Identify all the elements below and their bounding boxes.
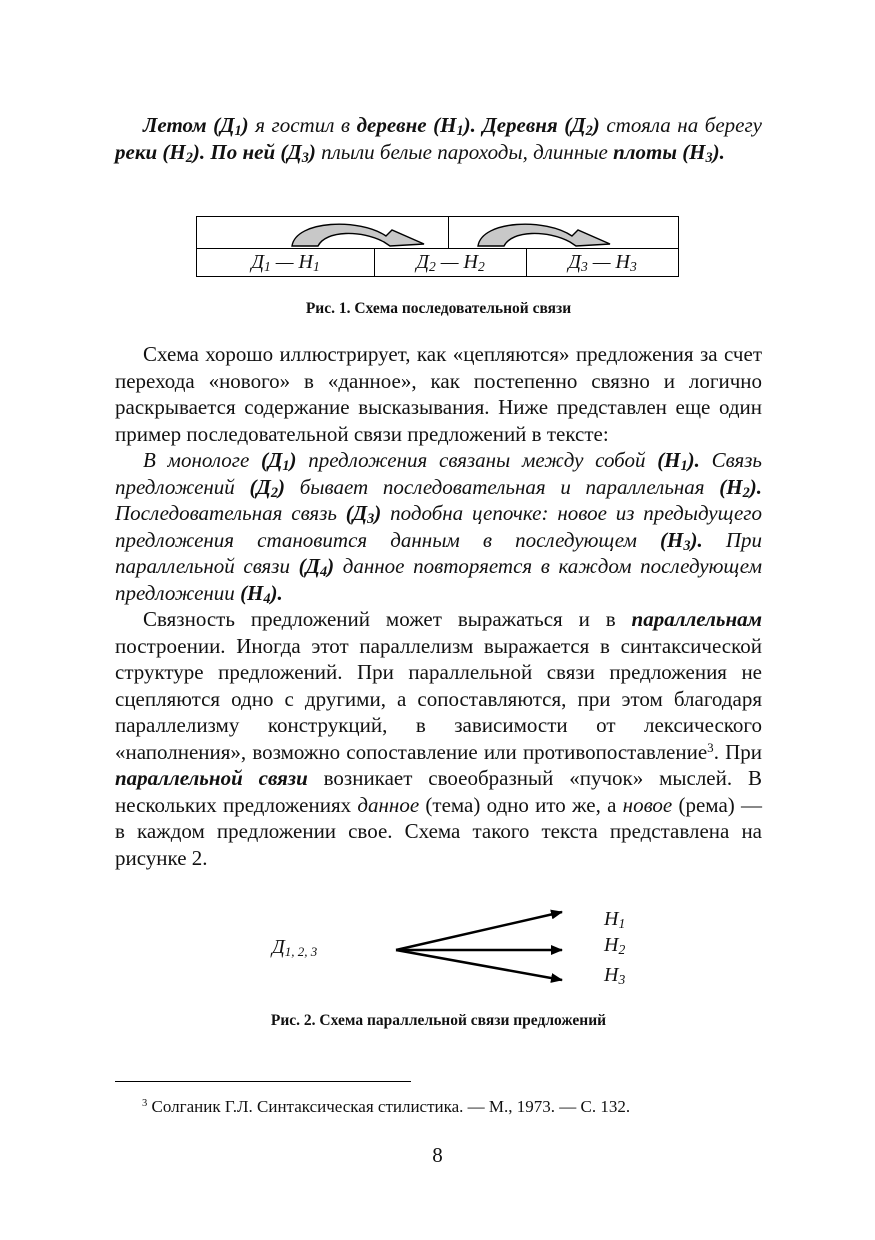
- example-monologue-text: В монологе $(Д_1)$ предложения связаны между собой $(Н_1)$. Связь предложений $(Д_2)$ бывает последовательная и параллельная $(Н_2)$. Последовательная связь $(Д_3)$ подобна цепочке: новое из предыдущего предложения становится данным в последующем $(Н_3)$. При параллельной связи $(Д_4)$ данное повторяется в каждом последующем предложении $(Н_4)$.: [115, 448, 762, 607]
- new-label-2: $Н_2$: [604, 934, 626, 957]
- scheme-cell-2: $Д_2$ — $Н_2$: [375, 249, 527, 277]
- body-text: [115, 341, 762, 871]
- figure-2-caption: Рис. 2. Схема параллельной связи предложений: [270, 1012, 607, 1029]
- arrow-to-n1: [396, 912, 562, 950]
- footnote-divider: [115, 1081, 411, 1082]
- footnote: $^3$ Солганик Г.Л. Синтаксическая стилистика. — М., 1973. — С. 132.: [142, 1097, 631, 1116]
- emphasis-parallel: параллельнам: [631, 607, 762, 631]
- new-label-3: $Н_3$: [604, 964, 626, 987]
- page-number: 8: [432, 1143, 443, 1167]
- paragraph-2: Связность предложений может выражаться и в параллельнам построении. Иногда этот параллелизм выражается в синтаксической структуре предложений. При параллельной связи предложения не сцепляются одно с другими, а сопоставляются, при этом благодаря параллелизму конструкций, в зависимости от лексического «наполнения», возможно сопоставление или противопоставление$^3$. При параллельной связи возникает своеобразный «пучок» мыслей. В нескольких предложениях данное (тема) одно ито же, а новое (рема) — в каждом предложении свое. Схема такого текста представлена на рисунке 2.: [115, 607, 763, 870]
- scheme-cell-1: $Д_1$ — $Н_1$: [197, 249, 375, 277]
- arrow-cell-2: [449, 217, 679, 249]
- emphasis-parallel-link: параллельной связи: [115, 766, 308, 790]
- arrow-cell-1: [197, 217, 449, 249]
- scheme-table: [196, 216, 679, 277]
- footnote-reference[interactable]: 3: [707, 739, 714, 755]
- new-label-1: $Н_1$: [604, 908, 626, 931]
- figure-parallel-scheme: [260, 900, 640, 1000]
- paragraph-1: Схема хорошо иллюстрирует, как «цепляются» предложения за счет перехода «нового» в «данное», как постепенно связно и логично раскрывается содержание высказывания. Ниже представлен еще один пример последовательной связи предложений в тексте:: [115, 342, 762, 446]
- scheme-cell-3: $Д_3$ — $Н_3$: [527, 249, 679, 277]
- arrow-to-n3: [396, 950, 562, 980]
- given-label: $Д_{1, 2, 3}$: [272, 936, 318, 959]
- figure-sequential-scheme: [196, 216, 678, 276]
- figure-1-caption: Рис. 1. Схема последовательной связи: [305, 300, 572, 317]
- example-sequential-text: Летом $(Д_1)$ я гостил в деревне $(Н_1)$. Деревня $(Д_2)$ стояла на берегу реки $(Н_2)$. По ней $(Д_3)$ плыли белые пароходы, длинные плоты $(Н_3)$.: [115, 113, 762, 167]
